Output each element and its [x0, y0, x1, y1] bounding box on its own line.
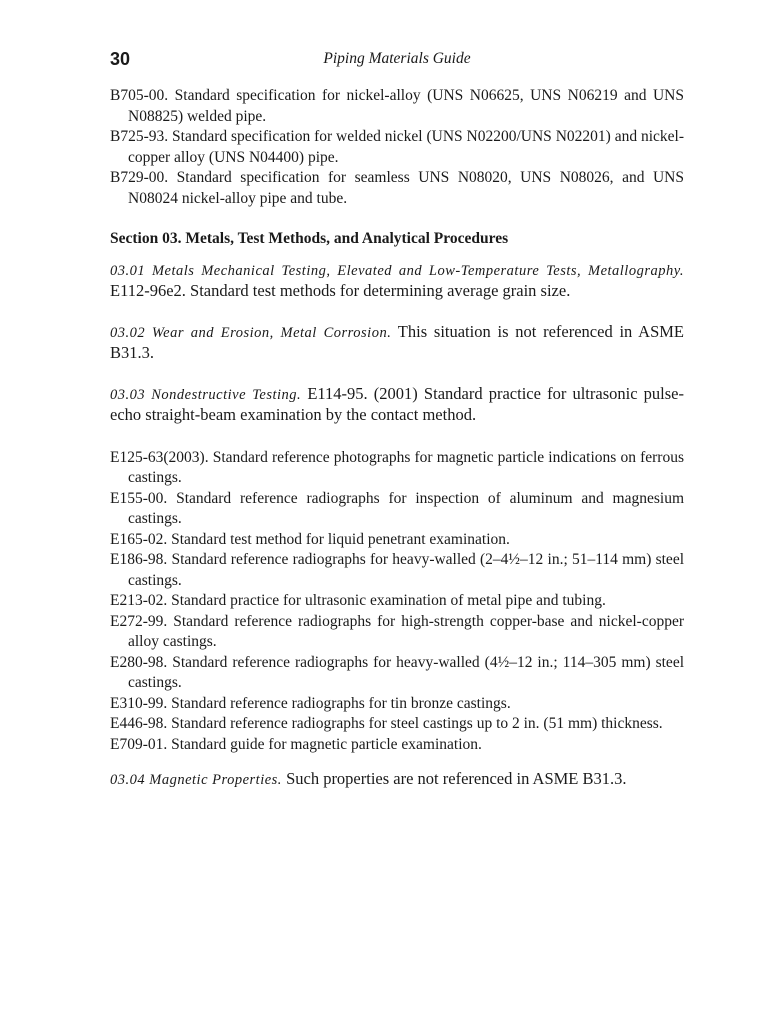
subsection-lead: 03.04 Magnetic Properties.	[110, 772, 282, 788]
spacer	[110, 755, 684, 769]
test-entry-e186: E186-98. Standard reference radiographs for heavy-walled (2–4½–12 in.; 51–114 mm) steel castings.	[110, 551, 684, 589]
test-entry-e310: E310-99. Standard reference radiographs for tin bronze castings.	[110, 694, 511, 712]
running-title: Piping Materials Guide	[323, 50, 471, 67]
test-entry-e213: E213-02. Standard practice for ultrasonic examination of metal pipe and tubing.	[110, 592, 606, 609]
subsection-03-03	[110, 384, 684, 426]
test-entry-e709: E709-01. Standard guide for magnetic particle examination.	[110, 735, 482, 753]
subsection-text: This situation is not referenced in ASME B31.3.	[110, 321, 685, 362]
section-heading: Section 03. Metals, Test Methods, and Analytical Procedures	[110, 230, 509, 247]
subsection-lead: 03.03 Nondestructive Testing.	[110, 386, 302, 403]
test-entry-e155: E155-00. Standard reference radiographs for inspection of aluminum and magnesium castings.	[110, 489, 684, 527]
test-entry-e446: E446-98. Standard reference radiographs for steel castings up to 2 in. (51 mm) thickness.	[110, 715, 663, 732]
specification-list	[110, 86, 684, 209]
subsection-lead: 03.02 Wear and Erosion, Metal Corrosion.	[110, 324, 392, 341]
document-page	[110, 46, 684, 811]
test-entry-e272: E272-99. Standard reference radiographs for high-strength copper-base and nickel-copper alloy castings.	[110, 612, 684, 650]
subsection-text: E114-95. (2001) Standard practice for ultrasonic pulse-echo straight-beam examination by the contact method.	[110, 383, 684, 424]
subsection-03-02	[110, 322, 684, 364]
subsection-text: E112-96e2. Standard test methods for determining average grain size.	[110, 281, 571, 300]
test-entry-e125: E125-63(2003). Standard reference photographs for magnetic particle indications on ferrous castings.	[110, 448, 684, 486]
page-number: 30	[110, 49, 131, 69]
spec-entry-b705: B705-00. Standard specification for nickel-alloy (UNS N06625, UNS N06219 and UNS N08825) welded pipe.	[110, 87, 684, 125]
test-method-list	[110, 448, 684, 756]
test-entry-e280: E280-98. Standard reference radiographs for heavy-walled (4½–12 in.; 114–305 mm) steel castings.	[110, 653, 684, 691]
spec-entry-b729: B729-00. Standard specification for seamless UNS N08020, UNS N08026, and UNS N08024 nickel-alloy pipe and tube.	[110, 169, 684, 207]
subsection-lead: 03.01 Metals Mechanical Testing, Elevated and Low-Temperature Tests, Metallography.	[110, 262, 684, 279]
spec-entry-b725: B725-93. Standard specification for welded nickel (UNS N02200/UNS N02201) and nickel-copper alloy (UNS N04400) pipe.	[110, 128, 684, 166]
subsection-text: Such properties are not referenced in ASME B31.3.	[281, 769, 627, 788]
running-head	[110, 46, 684, 72]
subsection-03-01	[110, 260, 684, 302]
test-entry-e165: E165-02. Standard test method for liquid penetrant examination.	[110, 530, 510, 548]
subsection-03-04	[110, 769, 684, 791]
